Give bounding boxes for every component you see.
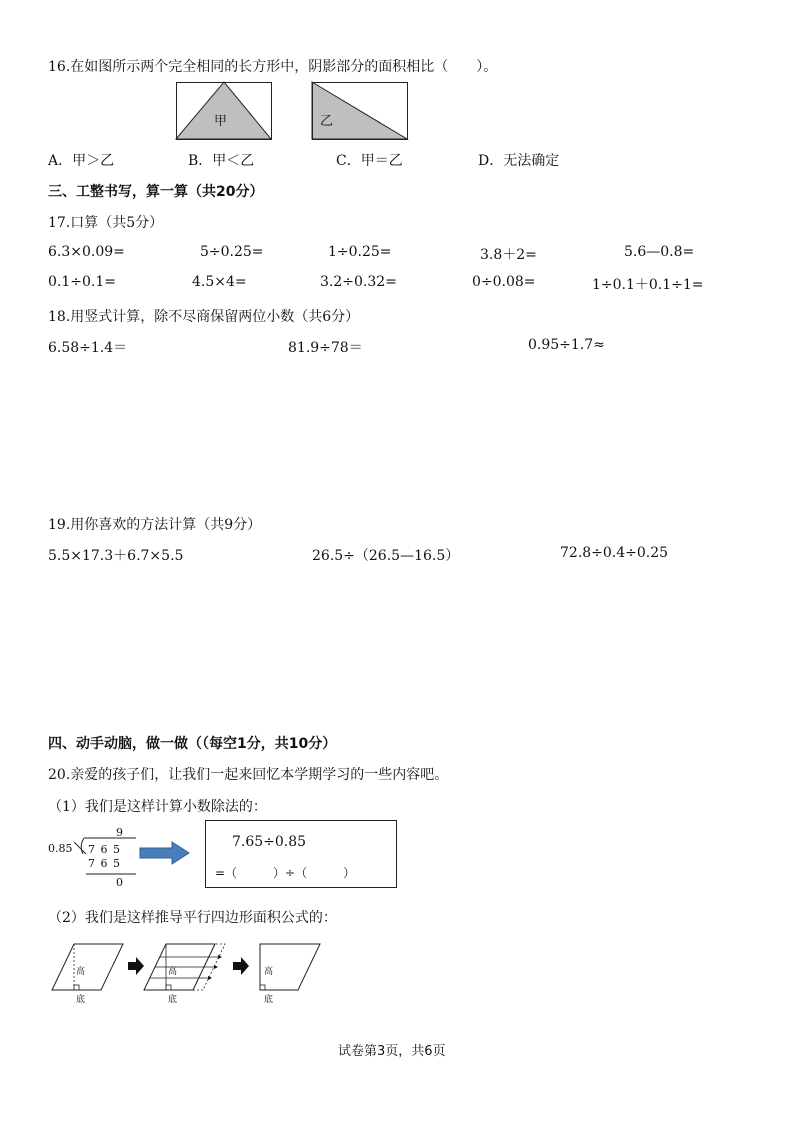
fig1-height-label: 高 [76,967,86,977]
q16-option-b[interactable]: B．甲＜乙 [188,153,255,169]
division-product: 7 6 5 [88,857,121,870]
q17-title: 17.口算（共5分） [48,215,164,231]
right-arrow-icon [140,842,190,864]
q17-r2c2: 4.5×4= [192,274,247,290]
division-remainder: 0 [116,876,123,889]
q18-item-3: 0.95÷1.7≈ [528,337,605,353]
q17-r2c5: 1÷0.1＋0.1÷1= [592,277,704,293]
q17-r1c2: 5÷0.25= [200,244,264,260]
fig1-base-label: 底 [76,995,86,1005]
fig3-height-label: 高 [264,967,274,977]
q16-option-d[interactable]: D．无法确定 [478,153,560,169]
q18-item-1: 6.58÷1.4＝ [48,340,128,356]
q19-item-2: 26.5÷（26.5—16.5） [312,548,460,564]
q19-item-1: 5.5×17.3＋6.7×5.5 [48,548,184,564]
q16-stem: 16.在如图所示两个完全相同的长方形中，阴影部分的面积相比（ ）。 [48,59,498,75]
division-divisor: 0.85 [48,842,73,855]
q20-sub1: （1）我们是这样计算小数除法的： [48,799,267,815]
box-expression: 7.65÷0.85 [232,834,307,850]
q17-r2c4: 0÷0.08= [472,274,536,290]
q17-r1c5: 5.6—0.8= [624,244,695,260]
q20-title: 20.亲爱的孩子们，让我们一起来回忆本学期学习的一些内容吧。 [48,767,449,783]
division-bracket [60,836,140,880]
q17-r1c3: 1÷0.25= [328,244,392,260]
division-dividend: 7 6 5 [88,843,121,856]
section4-title: 四、动手动脑，做一做（（每空1分，共10分） [48,736,337,752]
section3-title: 三、工整书写，算一算（共20分） [48,184,264,200]
q17-r2c3: 3.2÷0.32= [320,274,397,290]
q17-r1c4: 3.8＋2= [480,247,537,263]
fig3-base-label: 底 [264,995,274,1005]
q16-label-yi: 乙 [320,114,334,129]
q17-r2c1: 0.1÷0.1= [48,274,116,290]
q20-sub2: （2）我们是这样推导平行四边形面积公式的： [48,910,337,926]
fig2-height-label: 高 [168,967,178,977]
page-footer: 试卷第3页，共6页 [338,1044,446,1059]
parallelogram-derivation-figure [48,940,338,1004]
q18-item-2: 81.9÷78＝ [288,340,363,356]
q19-title: 19.用你喜欢的方法计算（共9分） [48,517,262,533]
division-quotient: 9 [116,826,123,839]
q17-r1c1: 6.3×0.09= [48,244,125,260]
q19-item-3: 72.8÷0.4÷0.25 [560,545,669,561]
q18-title: 18.用竖式计算，除不尽商保留两位小数（共6分） [48,309,360,325]
q16-option-c[interactable]: C．甲＝乙 [336,153,403,169]
box-blank-answer[interactable]: =（ ）÷（ ） [215,866,356,880]
fig2-base-label: 底 [168,995,178,1005]
q16-label-jia: 甲 [214,114,228,129]
q16-option-a[interactable]: A．甲＞乙 [48,153,115,169]
